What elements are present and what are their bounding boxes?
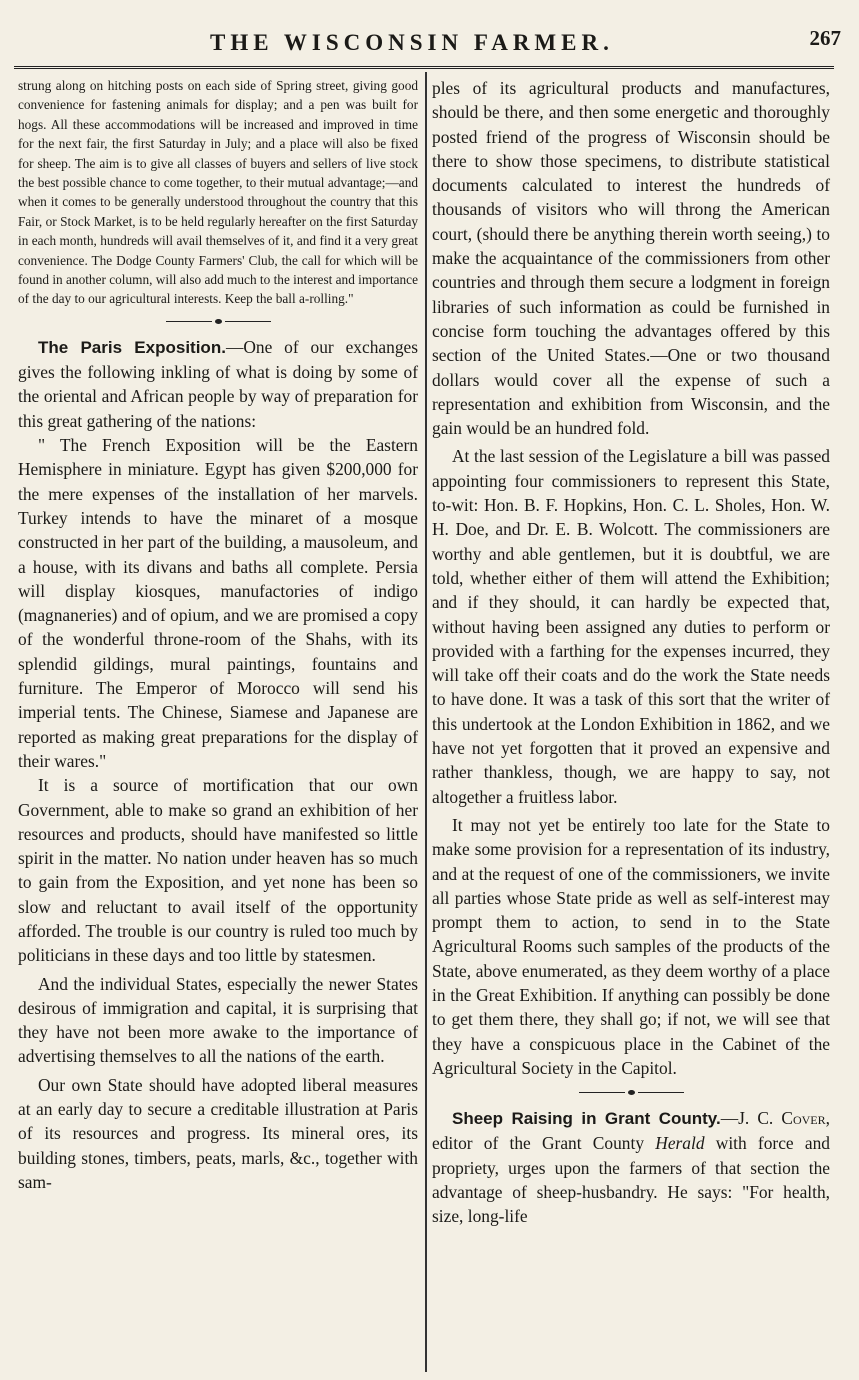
header-rule [14,66,834,69]
column-divider [425,72,427,1372]
section-ornament [432,1086,830,1098]
page-number: 267 [809,26,841,50]
journal-title: THE WISCONSIN FARMER. [210,30,614,55]
sheep-heading: Sheep Raising in Grant County. [452,1109,721,1129]
herald-name: Herald [655,1133,705,1154]
paris-lead-text: —One of our exchanges gives the following inkling of what is doing by some of the oriental and African people by way of preparation for this great gathering of the nations: [18,336,419,431]
sheep-author-name: Cover [781,1108,826,1129]
section-ornament [18,315,418,327]
states-paragraph: And the individual States, especially the newer States desirous of immigration and capital, it is surprising that they have not been more awake to the importance of advertising themselves to all the nations of the earth. [18,973,418,1067]
page-header [0,0,859,64]
continued-paragraph: ples of its agricultural products and manufactures, should be there, and then some energetic and thoroughly posted friend of the progress of Wisconsin should be there to show those specimens, to distribute statistical documents calculated to interest the hundreds of thousands of visitors who will throng the American court, (should there be anything therein worth seeing,) to make the acquaintance of the commissioners from other countries and through them secure a lodgment in foreign libraries of such information as could be furnished in concise form touching the advantages offered by this section of the United States.—One or two thousand dollars would cover all the expense of such a representation and exhibition from Wisconsin, and the gain would be an hundred fold. [432,78,830,439]
left-column [18,76,418,1194]
right-column [432,76,830,1229]
sheep-dash: — [720,1108,739,1129]
stock-fair-paragraph: strung along on hitching posts on each side of Spring street, giving good convenience for fastening animals for display; and a pen was built for hogs. All these accommodations will be increased and improved in time for the next fair, the first Saturday in July; and a place will also be fixed for sheep. The aim is to give all classes of buyers and sellers of live stock the best possible chance to come together, to their mutual advantage;—and when it comes to be generally understood throughout the country that this Fair, or Stock Market, is to be held regularly hereafter on the first Saturday in each month, hundreds will avail themselves of it, and find it a very great convenience. The Dodge County Farmers' Club, the call for which will be found in another column, will also add much to the interest and importance of the day to our agricultural interests. Keep the ball a-rolling." [18,78,418,307]
own-state-paragraph: Our own State should have adopted liberal measures at an early day to secure a creditable illustration at Paris of its resources and progress. Its mineral ores, its building stones, timbers, peats, marls, &c., together with sam- [18,1074,418,1192]
sheep-author-initials: J. C. [738,1108,774,1129]
sheep-paragraph [432,1106,830,1228]
mortification-paragraph: It is a source of mortification that our own Government, able to make so grand an exhibition of her resources and products, should have manifested so little spirit in the matter. No nation under heaven has so much to gain from the Exposition, and yet none has been so slow and reluctant to avail itself of the opportunity afforded. The trouble is our country is ruled too much by politicians in these days and too little by statesmen. [18,775,418,966]
paris-intro-paragraph [18,335,418,433]
sheep-text-b: with force and propriety, urges upon the farmers of that section the advantage of sheep-husbandry. He says: "For health, size, long-life [432,1133,830,1227]
provision-paragraph: It may not yet be entirely too late for the State to make some provision for a representation of its industry, and at the request of one of the commissioners, we invite all parties whose State pride as well as self-interest may prompt them to action, to send in to the State Agricultural Rooms such samples of the products of the State, above enumerated, as they deem worthy of a place in the Great Exhibition. If anything can possibly be done to get them there, they shall go; if not, we will see that they have a conspicuous place in the Cabinet of the Agricultural Society in the Capitol. [432,814,830,1078]
sheep-text-a: , editor of the Grant County [432,1108,830,1154]
paris-heading: The Paris Exposition. [38,337,226,357]
legislature-paragraph: At the last session of the Legislature a bill was passed appointing four commissioners to represent this State, to-wit: Hon. B. F. Hopkins, Hon. C. L. Sholes, Hon. W. H. Doe, and Dr. E. B. Wolcott. The commissioners are worthy and able gentlemen, but it is doubtful, we are told, whether either of them will attend the Exhibition; and if they should, it can hardly be expected that, without having been assigned any duties to perform or provided with a farthing for the expenses incurred, they will take off their coats and do the work the State needs to have done. It was a task of this sort that the writer of this undertook at the London Exhibition in 1862, and we have not yet forgotten that it proved an expensive and rather thankless, though, we are happy to say, not altogether a fruitless labor. [432,446,830,807]
exposition-quote: " The French Exposition will be the Eastern Hemisphere in miniature. Egypt has given $200,000 for the mere expenses of the installation of her marvels. Turkey intends to have the minaret of a mosque constructed in her part of the building, a mausoleum, and a house, with its divans and baths all complete. Persia will display kiosques, manufactories of indigo (magnaneries) and of opium, and we are promised a copy of the wonderful throne-room of the Shahs, with its splendid gildings, mural paintings, fountains and furniture. The Emperor of Morocco will send his imperial tents. The Chinese, Siamese and Japanese are reported as making great preparations for the display of their wares." [18,435,418,771]
